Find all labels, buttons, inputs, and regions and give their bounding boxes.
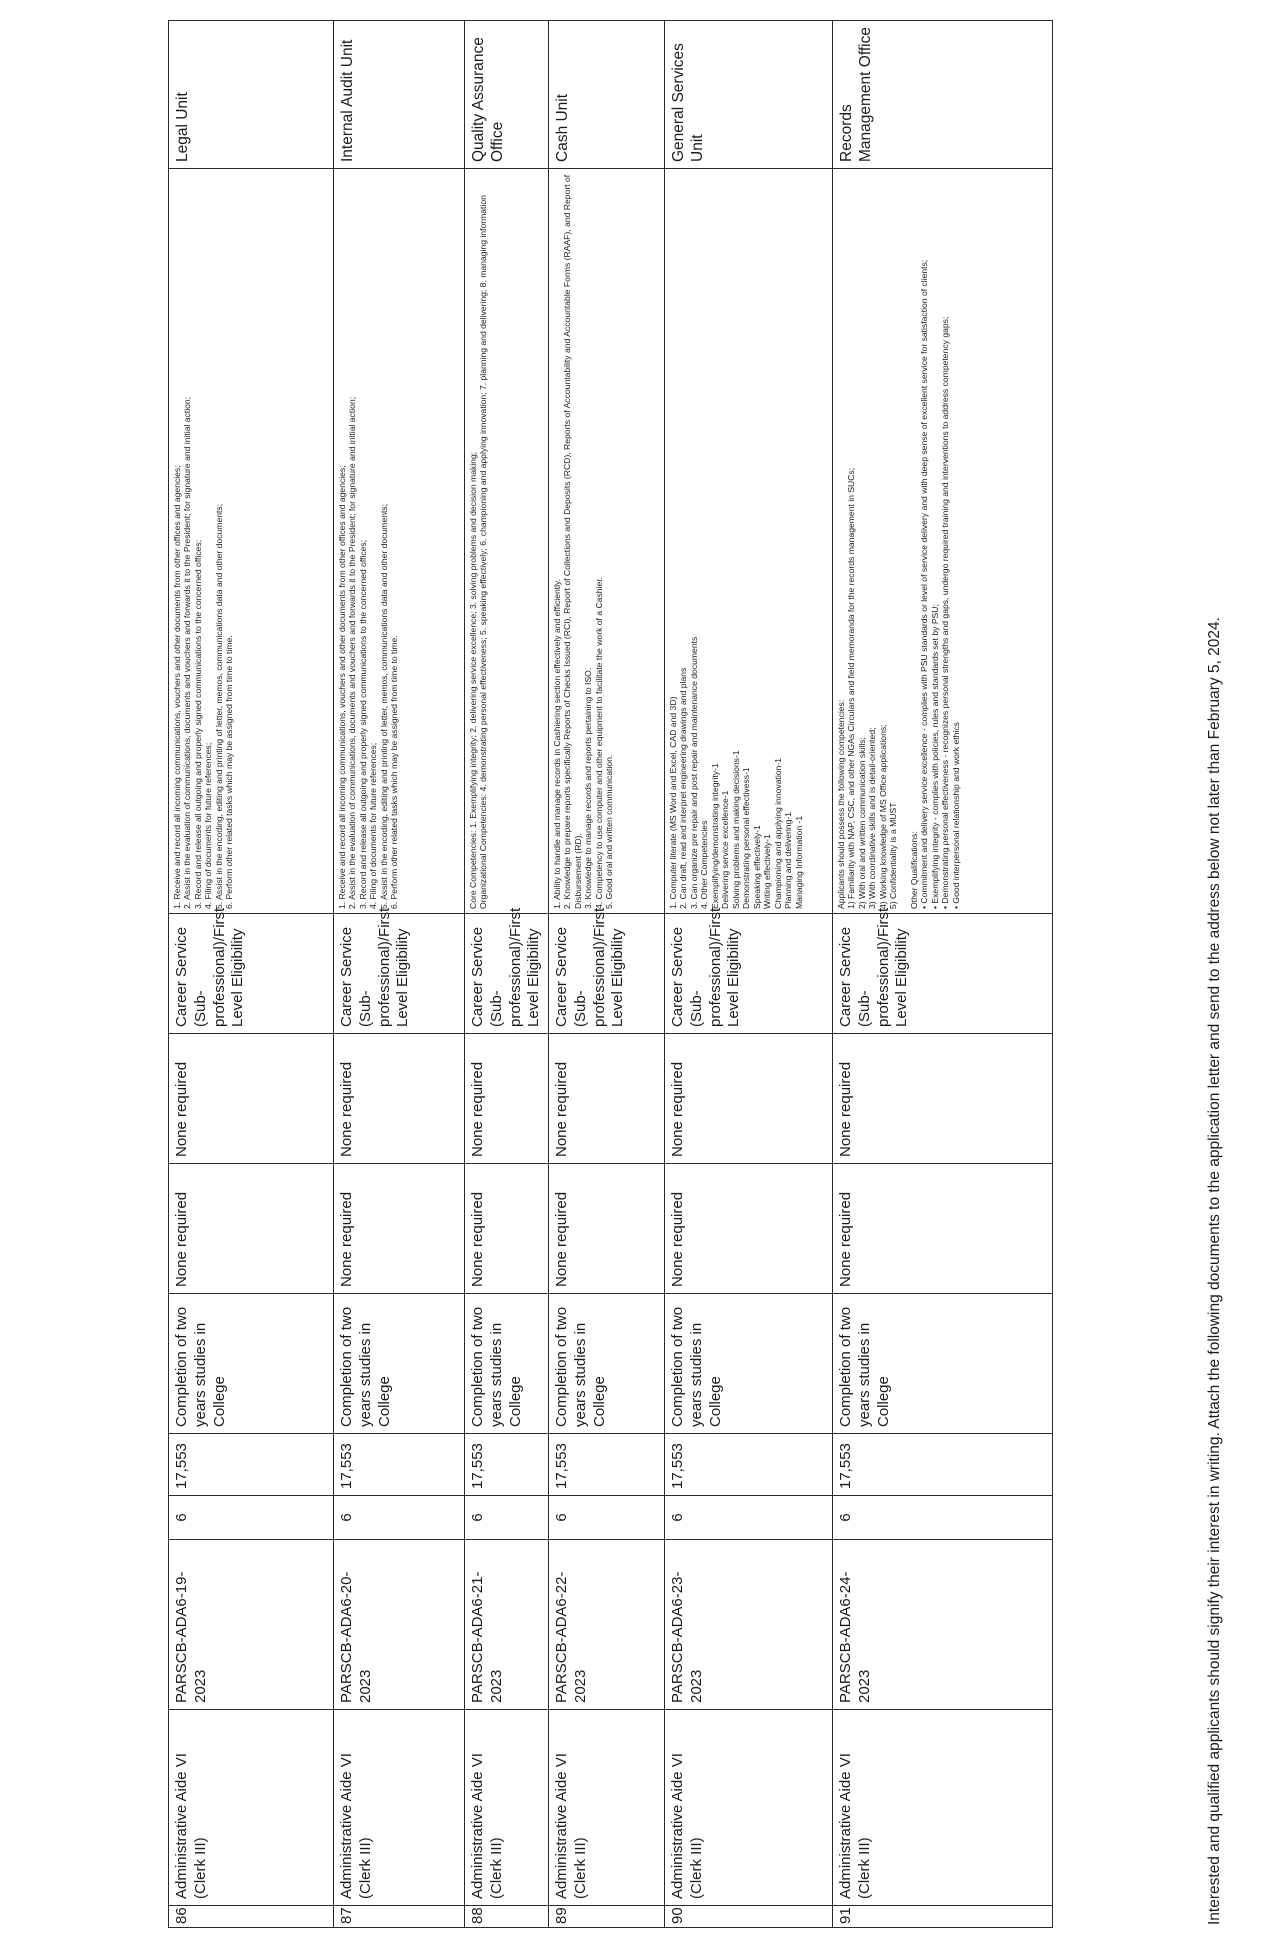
experience-requirement: None required	[665, 1034, 833, 1164]
duty-line: 4. Filing of documents for future references;	[203, 742, 214, 909]
duty-line: • Commitment and delivery service excellence - complies with PSU standards or level of service delivery and with deep sense of excellent service for satisfaction of clients;	[919, 259, 930, 909]
duty-line: 5) Confidentiality is a MUST	[888, 802, 899, 909]
duty-line: 3. Can organize pre repair and post repair and maintenance documents	[688, 636, 699, 909]
assignment-unit: Records Management Office	[833, 21, 1053, 169]
duty-line: 1. Receive and record all incoming communications, vouchers and other documents from other offices and agencies;	[172, 465, 182, 909]
education-requirement: Completion of two years studies in College	[465, 1294, 549, 1434]
duty-line: 2. Assist in the evaluation of communications, documents and vouchers and forwards it to the President; for signature and initial action;	[182, 396, 193, 909]
duty-line: Other Qualifications:	[908, 831, 919, 909]
eligibility-requirement: Career Service (Sub-professional)/First Level Eligibility	[549, 914, 665, 1034]
duty-line: 5. Assist in the encoding, editing and printing of letter, memos, communications data and other documents;	[213, 503, 224, 909]
position-title: Administrative Aide VI (Clerk III)	[334, 1710, 465, 1906]
duty-line: Delivering service excellence-1	[720, 790, 731, 909]
position-title: Administrative Aide VI (Clerk III)	[465, 1710, 549, 1906]
item-number: PARSCB-ADA6-23-2023	[665, 1540, 833, 1710]
item-number: PARSCB-ADA6-24-2023	[833, 1540, 1053, 1710]
duty-line: 1. Computer literate (MS Word and Excel, CAD and 3D)	[668, 696, 678, 909]
duties-competencies	[549, 169, 665, 914]
item-number: PARSCB-ADA6-20-2023	[334, 1540, 465, 1710]
row-number: 86	[169, 1906, 334, 1928]
item-number: PARSCB-ADA6-22-2023	[549, 1540, 665, 1710]
position-title: Administrative Aide VI (Clerk III)	[549, 1710, 665, 1906]
duty-line: 2) With oral and written communication skills;	[856, 737, 867, 909]
row-number: 87	[334, 1906, 465, 1928]
duty-line: 2. Knowledge to prepare reports specifically Reports of Checks Issued (RCI), Report of Collections and Deposits (RCD), Reports of Accountability and Accountable Forms (RAAF), and Report of Disbursement (RD).	[562, 174, 583, 909]
assignment-unit: Internal Audit Unit	[334, 21, 465, 169]
duty-line: Championing and applying innovation-1	[772, 758, 783, 909]
duty-line: Core Competencies: 1. Exemplifying integrity; 2. delivering service excellence; 3. solving problems and decision making;	[468, 451, 478, 909]
duty-line: • Good interpersonal relationship and work ethics	[950, 722, 961, 909]
eligibility-requirement: Career Service (Sub-professional)/First Level Eligibility	[334, 914, 465, 1034]
item-number: PARSCB-ADA6-21-2023	[465, 1540, 549, 1710]
vacancy-table	[168, 20, 1053, 1928]
duty-line: 1) Familiarity with NAP, CSC, and other NGAs Circulars and field memoranda for the records management in SUCs;	[846, 467, 857, 909]
duties-competencies	[334, 169, 465, 914]
duty-line: Applicants should possess the following competencies:	[836, 699, 846, 909]
row-number: 90	[665, 1906, 833, 1928]
salary-grade: 6	[665, 1496, 833, 1540]
monthly-salary: 17,553	[334, 1434, 465, 1496]
duty-line: 6. Perform other related tasks which may be assigned from time to time.	[224, 635, 235, 909]
table-row	[665, 21, 833, 1928]
assignment-unit: Cash Unit	[549, 21, 665, 169]
monthly-salary: 17,553	[169, 1434, 334, 1496]
table-row	[549, 21, 665, 1928]
footer-note: Interested and qualified applicants should signify their interest in writing. Attach the following documents to the application letter and send to the address below not later than February 5, 2024.	[1206, 617, 1223, 1925]
duty-line: 5. Good oral and written communication.	[604, 754, 615, 909]
duties-competencies	[465, 169, 549, 914]
table-row	[465, 21, 549, 1928]
position-title: Administrative Aide VI (Clerk III)	[169, 1710, 334, 1906]
duty-line: • Demonstrating personal effectiveness - recognizes personal strengths and gaps, undergo required training and interventions to address competency gaps;	[940, 316, 951, 909]
training-requirement: None required	[665, 1164, 833, 1294]
item-number: PARSCB-ADA6-19-2023	[169, 1540, 334, 1710]
duty-line: Organizational Competencies: 4. demonstrating personal effectiveness; 5. speaking effectively; 6. championing and applying innovation; 7. planning and delivering; 8. managing information	[478, 195, 489, 909]
training-requirement: None required	[169, 1164, 334, 1294]
experience-requirement: None required	[169, 1034, 334, 1164]
experience-requirement: None required	[833, 1034, 1053, 1164]
monthly-salary: 17,553	[465, 1434, 549, 1496]
monthly-salary: 17,553	[549, 1434, 665, 1496]
duty-line: 3) With coordinative skills and is detail-oriented;	[867, 727, 878, 909]
duty-line: 4. Competency to use computer and other equipment to facilitate the work of a Cashier.	[593, 577, 604, 909]
education-requirement: Completion of two years studies in College	[833, 1294, 1053, 1434]
duty-line: 3. Record and release all outgoing and properly signed communications to the concerned offices;	[357, 539, 368, 909]
monthly-salary: 17,553	[665, 1434, 833, 1496]
duty-line: 2. Assist in the evaluation of communications, documents and vouchers and forwards it to the President; for signature and initial action;	[347, 396, 358, 909]
duties-competencies	[169, 169, 334, 914]
salary-grade: 6	[465, 1496, 549, 1540]
duty-line: 1. Receive and record all incoming communications, vouchers and other documents from other offices and agencies;	[337, 465, 347, 909]
table-row	[169, 21, 334, 1928]
duty-line: Speaking effectively-1	[751, 825, 762, 909]
assignment-unit: Legal Unit	[169, 21, 334, 169]
duty-line	[899, 173, 909, 909]
table-row	[833, 21, 1053, 1928]
assignment-unit: Quality Assurance Office	[465, 21, 549, 169]
duty-line: 5. Assist in the encoding, editing and printing of letter, memos, communications data and other documents;	[378, 503, 389, 909]
training-requirement: None required	[549, 1164, 665, 1294]
duty-line: Writing effectively-1	[762, 834, 773, 909]
salary-grade: 6	[833, 1496, 1053, 1540]
position-title: Administrative Aide VI (Clerk III)	[665, 1710, 833, 1906]
duty-line: 4. Filing of documents for future references;	[368, 742, 379, 909]
duty-line: 3. Knowledge to manage records and reports pertaining to ISO.	[583, 667, 594, 909]
row-number: 89	[549, 1906, 665, 1928]
education-requirement: Completion of two years studies in College	[334, 1294, 465, 1434]
salary-grade: 6	[549, 1496, 665, 1540]
assignment-unit: General Services Unit	[665, 21, 833, 169]
education-requirement: Completion of two years studies in College	[549, 1294, 665, 1434]
salary-grade: 6	[169, 1496, 334, 1540]
duty-line: 4. Other Competencies	[699, 820, 710, 909]
duty-line: 4) Working knowledge of MS Office applications;	[877, 724, 888, 909]
eligibility-requirement: Career Service (Sub-professional)/First Level Eligibility	[665, 914, 833, 1034]
duties-competencies	[665, 169, 833, 914]
monthly-salary: 17,553	[833, 1434, 1053, 1496]
duty-line: 2. Can draft, read and interpret engineering drawings and plans	[678, 667, 689, 909]
duty-line: Demonstrating personal effectivess-1	[741, 767, 752, 909]
duty-line: 6. Perform other related tasks which may be assigned from time to time.	[389, 635, 400, 909]
experience-requirement: None required	[549, 1034, 665, 1164]
row-number: 88	[465, 1906, 549, 1928]
duty-line: Planning and delivering-1	[783, 812, 794, 909]
row-number: 91	[833, 1906, 1053, 1928]
training-requirement: None required	[334, 1164, 465, 1294]
training-requirement: None required	[833, 1164, 1053, 1294]
eligibility-requirement: Career Service (Sub-professional)/First Level Eligibility	[833, 914, 1053, 1034]
education-requirement: Completion of two years studies in College	[169, 1294, 334, 1434]
duty-line: Exemplifying/demonstrating integrity-1	[709, 763, 720, 909]
duty-line: 3. Record and release all outgoing and properly signed communications to the concerned offices;	[192, 539, 203, 909]
duty-line: Managing Information -1	[793, 815, 804, 909]
duty-line: Solving problems and making decisions-1	[730, 750, 741, 909]
training-requirement: None required	[465, 1164, 549, 1294]
duty-line: 1. Ability to handle and manage records in Cashiering section effectively and efficiently.	[552, 578, 562, 909]
table-row	[334, 21, 465, 1928]
position-title: Administrative Aide VI (Clerk III)	[833, 1710, 1053, 1906]
salary-grade: 6	[334, 1496, 465, 1540]
experience-requirement: None required	[334, 1034, 465, 1164]
eligibility-requirement: Career Service (Sub-professional)/First Level Eligibility	[169, 914, 334, 1034]
education-requirement: Completion of two years studies in College	[665, 1294, 833, 1434]
experience-requirement: None required	[465, 1034, 549, 1164]
duties-competencies	[833, 169, 1053, 914]
eligibility-requirement: Career Service (Sub-professional)/First Level Eligibility	[465, 914, 549, 1034]
duty-line: • Exemplifying integrity - complies with policies, rules and standards set by PSU;	[929, 604, 940, 909]
